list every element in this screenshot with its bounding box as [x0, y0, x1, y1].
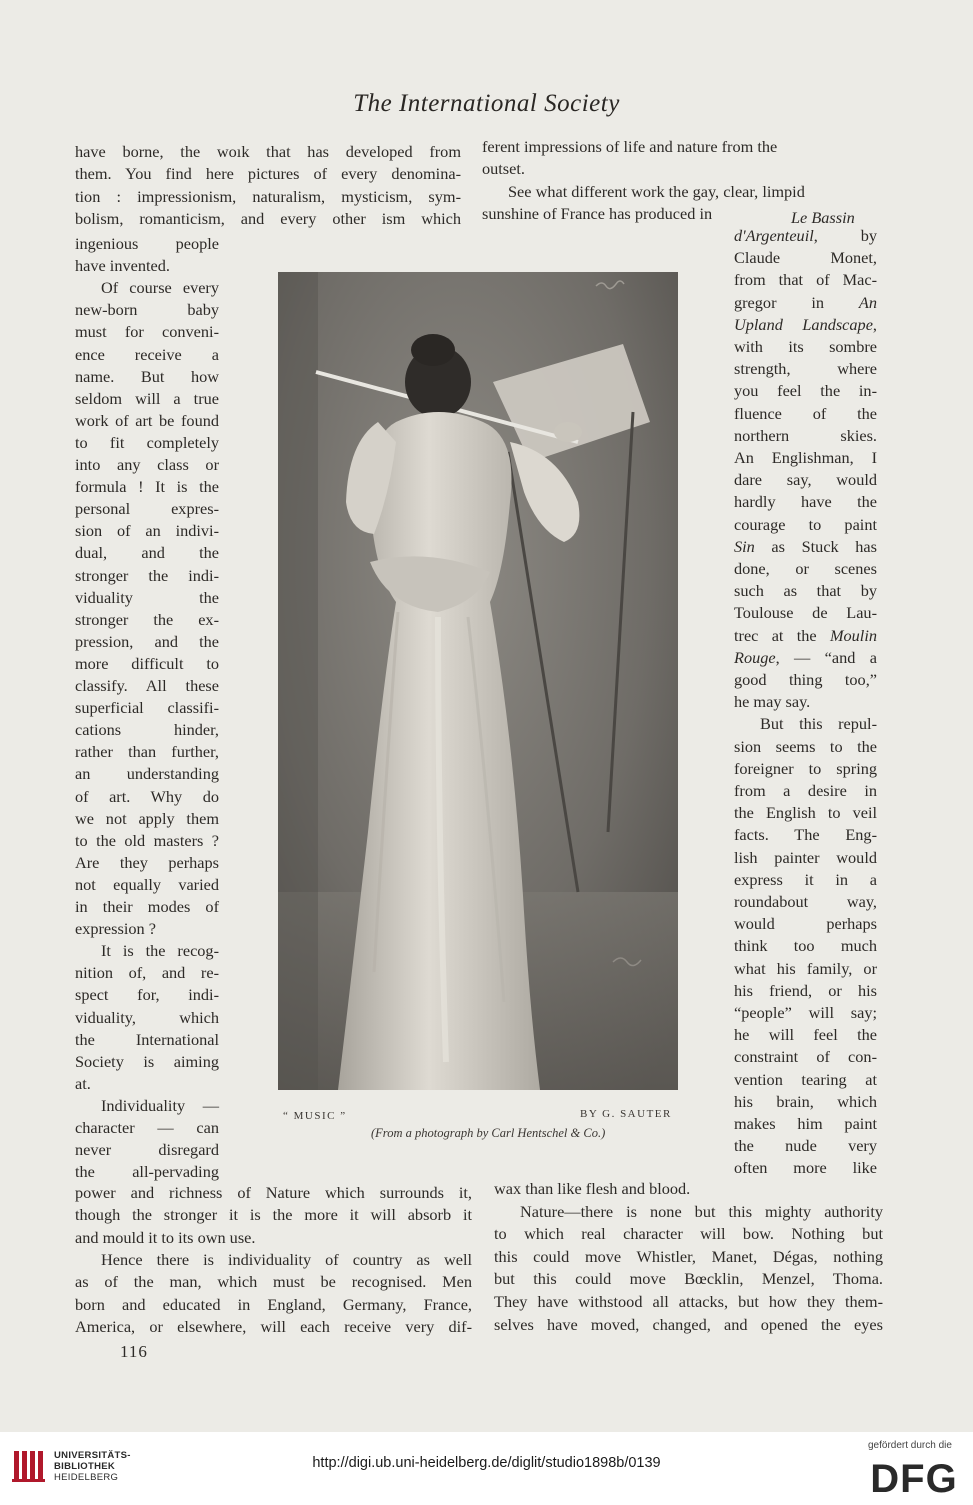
- text-line: power and richness of Nature which surrounds it,: [75, 1183, 472, 1202]
- text-line: cations hinder,: [75, 720, 219, 740]
- text-line: dare say, would: [734, 470, 877, 490]
- text-line: northern skies.: [734, 425, 877, 445]
- text-line: outset.: [482, 159, 525, 179]
- text-line: They have withstood all attacks, but how they them-: [494, 1292, 883, 1311]
- text-line: to which real character will bow. Nothing but: [494, 1224, 883, 1244]
- text-line: he may say.: [734, 692, 811, 712]
- text-line: he will feel the: [734, 1025, 877, 1045]
- music-photograph-plate: [278, 272, 678, 1090]
- text-line: what his family, or: [734, 958, 877, 978]
- text-line: tion : impressionism, naturalism, mysticism, sym-: [75, 186, 461, 206]
- text-line: It is the recog-: [101, 941, 219, 961]
- text-line: Are they perhaps: [75, 852, 219, 872]
- text-line: facts. The Eng-: [734, 825, 877, 845]
- text-line: formula ! It is the: [75, 477, 219, 497]
- text-line: but this could move Bœcklin, Menzel, Thoma.: [494, 1269, 883, 1289]
- text-line: ingenious people: [75, 234, 219, 253]
- text-line: his brain, which: [734, 1091, 877, 1111]
- text-line: constraint of con-: [734, 1047, 877, 1067]
- text-line: character — can: [75, 1118, 219, 1137]
- text-line: spect for, indi-: [75, 985, 219, 1005]
- text-line: sion of an indivi-: [75, 521, 219, 541]
- text-line: stronger the ex-: [75, 609, 219, 629]
- text-line: new-born baby: [75, 300, 219, 320]
- text-line: Upland Landscape,: [734, 314, 877, 334]
- text-line: foreigner to spring: [734, 758, 877, 778]
- text-line: have invented.: [75, 256, 170, 276]
- text-line: Toulouse de Lau-: [734, 603, 877, 623]
- text-line: seldom will a true: [75, 388, 219, 408]
- text-line: Of course every: [101, 278, 219, 298]
- text-line: though the stronger it is the more it will absorb it: [75, 1205, 472, 1225]
- funded-by-label: gefördert durch die: [868, 1440, 952, 1451]
- text-line: think too much: [734, 936, 877, 956]
- text-line: more difficult to: [75, 653, 219, 673]
- page-title: The International Society: [353, 90, 620, 117]
- library-name-line2: BIBLIOTHEK: [54, 1461, 116, 1472]
- text-line: nition of, and re-: [75, 963, 219, 983]
- work-title-le-bassin: Le Bassin: [791, 208, 855, 227]
- text-line: bolism, romanticism, and every other ism which: [75, 208, 461, 228]
- text-line: work of art be found: [75, 410, 219, 430]
- text-line: personal expres-: [75, 499, 219, 519]
- text-line: ence receive a: [75, 344, 219, 364]
- text-line: name. But how: [75, 366, 219, 386]
- text-line: Rouge, — “and a: [734, 647, 877, 667]
- text-line: the English to veil: [734, 803, 877, 823]
- text-line: to fit completely: [75, 432, 219, 452]
- text-line: Hence there is individuality of country as well: [101, 1249, 472, 1269]
- text-line: at.: [75, 1073, 91, 1093]
- text-line: d'Argenteuil, by: [734, 226, 877, 245]
- text-line: from that of Mac-: [734, 270, 877, 290]
- text-line: from a desire in: [734, 781, 877, 800]
- text-line: See what different work the gay, clear, limpid: [508, 181, 805, 201]
- plate-caption-credit: (From a photograph by Carl Hentschel & Co.): [371, 1126, 606, 1140]
- text-line: dual, and the: [75, 543, 219, 563]
- text-line: often more like: [734, 1158, 877, 1178]
- text-line: Individuality —: [101, 1095, 219, 1115]
- text-line: and mould it to its own use.: [75, 1227, 256, 1247]
- plate-caption-title: “ MUSIC ”: [283, 1110, 347, 1122]
- text-line: you feel the in-: [734, 381, 877, 401]
- text-line: An Englishman, I: [734, 448, 877, 467]
- text-line: them. You find here pictures of every denomina-: [75, 164, 461, 184]
- text-line: strength, where: [734, 359, 877, 379]
- text-line: to the old masters ?: [75, 830, 219, 850]
- text-line: fluence of the: [734, 403, 877, 423]
- text-line: stronger the indi-: [75, 565, 219, 585]
- text-line: would perhaps: [734, 914, 877, 934]
- text-line: the International: [75, 1029, 219, 1049]
- text-line: superficial classifi-: [75, 698, 219, 718]
- text-line: hardly have the: [734, 492, 877, 512]
- text-line: makes him paint: [734, 1114, 877, 1133]
- text-line: trec at the Moulin: [734, 625, 877, 645]
- text-line: such as that by: [734, 581, 877, 601]
- text-line: courage to paint: [734, 514, 877, 534]
- text-line: Society is aiming: [75, 1051, 219, 1071]
- text-line: of art. Why do: [75, 786, 219, 806]
- dfg-logo-text: DFG: [870, 1457, 958, 1498]
- source-url-link[interactable]: http://digi.ub.uni-heidelberg.de/diglit/studio1898b/0139: [312, 1455, 661, 1471]
- text-line: sunshine of France has produced in: [482, 203, 713, 223]
- text-line: selves have moved, changed, and opened the eyes: [494, 1314, 883, 1334]
- text-line: born and educated in England, Germany, France,: [75, 1294, 472, 1314]
- text-line: in their modes of: [75, 897, 219, 916]
- text-line: the nude very: [734, 1136, 877, 1156]
- library-name-line3: HEIDELBERG: [54, 1472, 119, 1483]
- text-line: lish painter would: [734, 847, 877, 867]
- text-line: never disregard: [75, 1140, 219, 1160]
- text-line: sion seems to the: [734, 736, 877, 756]
- text-line: classify. All these: [75, 676, 219, 695]
- text-line: wax than like flesh and blood.: [494, 1179, 691, 1198]
- text-line: Nature—there is none but this mighty authority: [520, 1201, 883, 1221]
- text-line: Claude Monet,: [734, 248, 877, 268]
- text-line: America, or elsewhere, will each receive very dif-: [75, 1316, 472, 1336]
- text-line: But this repul-: [760, 714, 877, 734]
- text-line: pression, and the: [75, 631, 219, 651]
- text-line: ferent impressions of life and nature from the: [482, 137, 778, 156]
- text-line: as of the man, which must be recognised. Men: [75, 1272, 472, 1292]
- text-line: Sin as Stuck has: [734, 536, 877, 556]
- text-line: express it in a: [734, 869, 877, 889]
- plate-caption-artist: BY G. SAUTER: [580, 1108, 672, 1120]
- text-line: good thing too,”: [734, 670, 877, 689]
- text-line: this could move Whistler, Manet, Dégas, nothing: [494, 1246, 883, 1266]
- dfg-logo: [868, 1454, 960, 1498]
- text-line: vention tearing at: [734, 1069, 877, 1089]
- text-line: roundabout way,: [734, 892, 877, 911]
- woman-violinist-illustration: [278, 272, 678, 1090]
- text-line: an understanding: [75, 764, 219, 784]
- text-line: we not apply them: [75, 808, 219, 828]
- text-line: rather than further,: [75, 742, 219, 762]
- text-line: his friend, or his: [734, 980, 877, 1000]
- text-line: with its sombre: [734, 337, 877, 356]
- text-line: “people” will say;: [734, 1003, 877, 1022]
- text-line: done, or scenes: [734, 559, 877, 578]
- text-line: expression ?: [75, 919, 156, 939]
- text-line: into any class or: [75, 455, 219, 474]
- text-line: the all-pervading: [75, 1162, 219, 1182]
- library-name-line1: UNIVERSITÄTS-: [54, 1450, 131, 1461]
- text-line: must for conveni-: [75, 322, 219, 342]
- text-line: not equally varied: [75, 874, 219, 894]
- page-number: 116: [120, 1342, 148, 1361]
- text-line: viduality, which: [75, 1007, 219, 1027]
- text-line: gregor in An: [734, 292, 877, 312]
- text-line: have borne, the woık that has developed from: [75, 142, 461, 161]
- text-line: viduality the: [75, 587, 219, 607]
